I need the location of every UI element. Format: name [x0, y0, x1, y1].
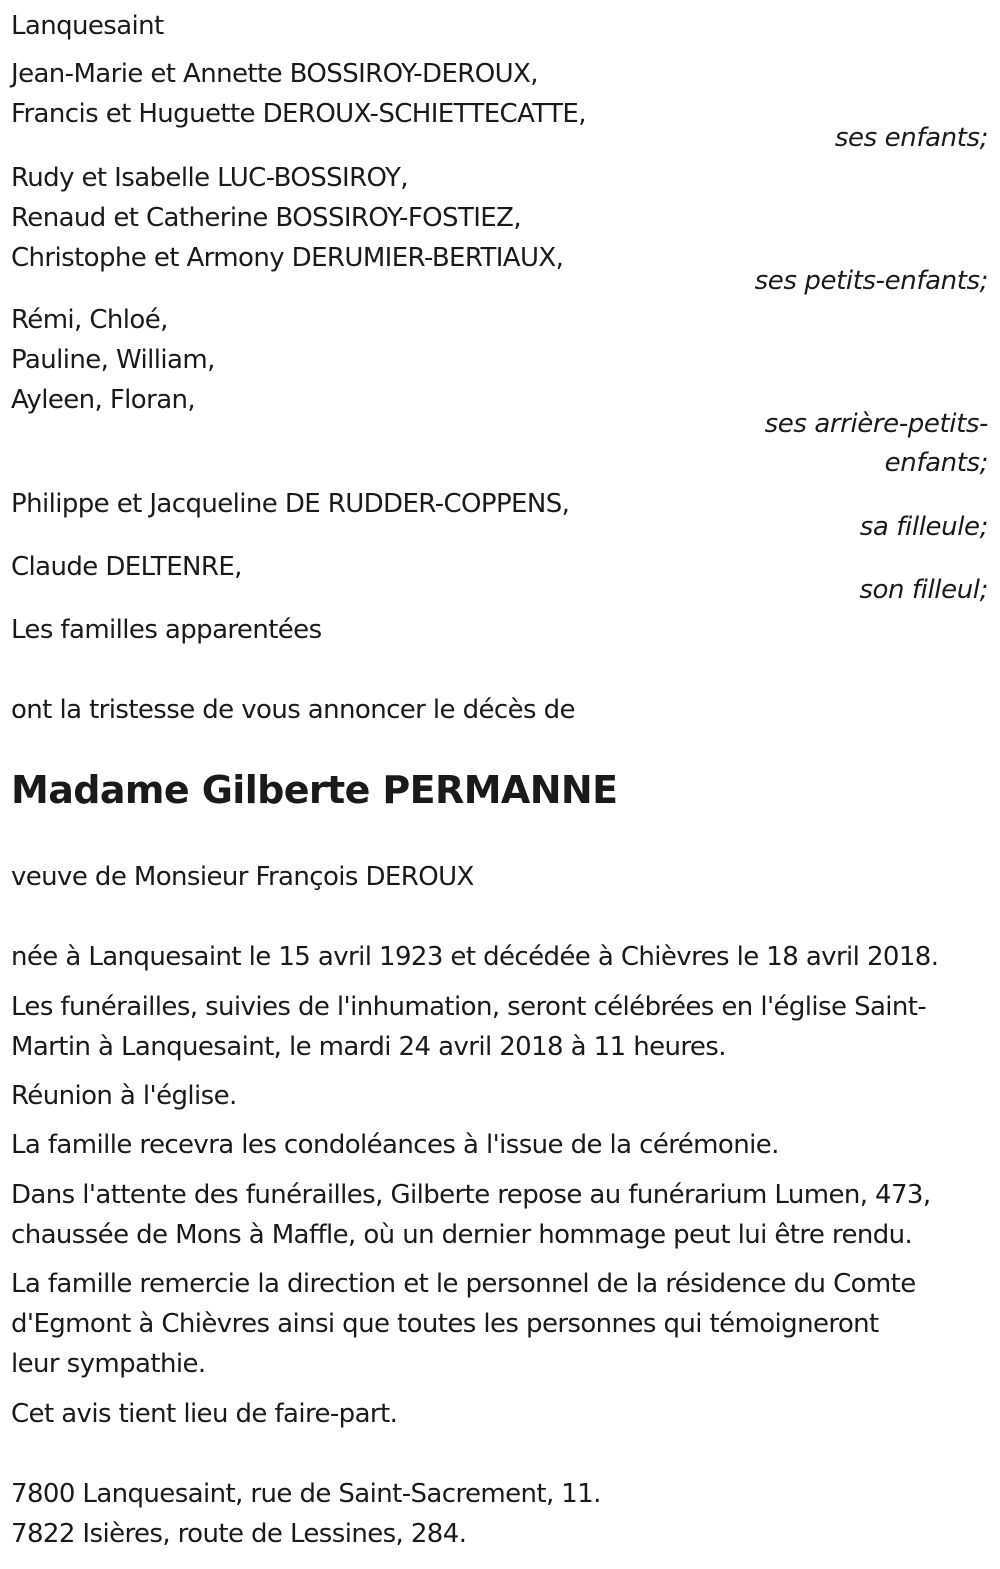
funerarium-text-line1: Dans l'attente des funérailles, Gilberte repose au funérarium Lumen, 473, — [11, 1180, 931, 1210]
child-couple-2: Francis et Huguette DEROUX-SCHIETTECATTE, — [11, 99, 586, 129]
children-role: ses enfants; — [834, 123, 988, 153]
thanks-text-line2: d'Egmont à Chièvres ainsi que toutes les personnes qui témoigneront — [11, 1309, 879, 1339]
address-1: 7800 Lanquesaint, rue de Saint-Sacrement, 11. — [11, 1479, 601, 1509]
funeral-text-line1: Les funérailles, suivies de l'inhumation, seront célébrées en l'église Saint- — [11, 992, 927, 1022]
great-grandchildren-role-line1: ses arrière-petits- — [764, 409, 988, 439]
related-families: Les familles apparentées — [11, 615, 322, 645]
goddaughter-role: sa filleule; — [859, 512, 988, 542]
great-grandchildren-1: Rémi, Chloé, — [11, 305, 168, 335]
condolences-text: La famille recevra les condoléances à l'issue de la cérémonie. — [11, 1130, 779, 1160]
great-grandchildren-role-line2: enfants; — [884, 448, 988, 478]
grandchildren-role: ses petits-enfants; — [754, 266, 988, 296]
deceased-name: Madame Gilberte PERMANNE — [11, 768, 618, 812]
thanks-text-line3: leur sympathie. — [11, 1349, 206, 1379]
birth-death-text: née à Lanquesaint le 15 avril 1923 et décédée à Chièvres le 18 avril 2018. — [11, 942, 939, 972]
widow-of: veuve de Monsieur François DEROUX — [11, 862, 474, 892]
header-place: Lanquesaint — [11, 11, 164, 41]
great-grandchildren-3: Ayleen, Floran, — [11, 385, 196, 415]
notice-text: Cet avis tient lieu de faire-part. — [11, 1399, 398, 1429]
thanks-text-line1: La famille remercie la direction et le personnel de la résidence du Comte — [11, 1269, 916, 1299]
announcement-text: ont la tristesse de vous annoncer le décès de — [11, 695, 575, 725]
child-couple-1: Jean-Marie et Annette BOSSIROY-DEROUX, — [11, 59, 538, 89]
grandchild-couple-1: Rudy et Isabelle LUC-BOSSIROY, — [11, 163, 408, 193]
goddaughter-couple: Philippe et Jacqueline DE RUDDER-COPPENS, — [11, 489, 570, 519]
address-2: 7822 Isières, route de Lessines, 284. — [11, 1519, 467, 1549]
godson-name: Claude DELTENRE, — [11, 552, 242, 582]
godson-role: son filleul; — [859, 575, 988, 605]
great-grandchildren-2: Pauline, William, — [11, 345, 215, 375]
funeral-text-line2: Martin à Lanquesaint, le mardi 24 avril 2018 à 11 heures. — [11, 1032, 726, 1062]
meeting-text: Réunion à l'église. — [11, 1081, 237, 1111]
grandchild-couple-2: Renaud et Catherine BOSSIROY-FOSTIEZ, — [11, 203, 522, 233]
funerarium-text-line2: chaussée de Mons à Maffle, où un dernier hommage peut lui être rendu. — [11, 1220, 913, 1250]
grandchild-couple-3: Christophe et Armony DERUMIER-BERTIAUX, — [11, 243, 564, 273]
